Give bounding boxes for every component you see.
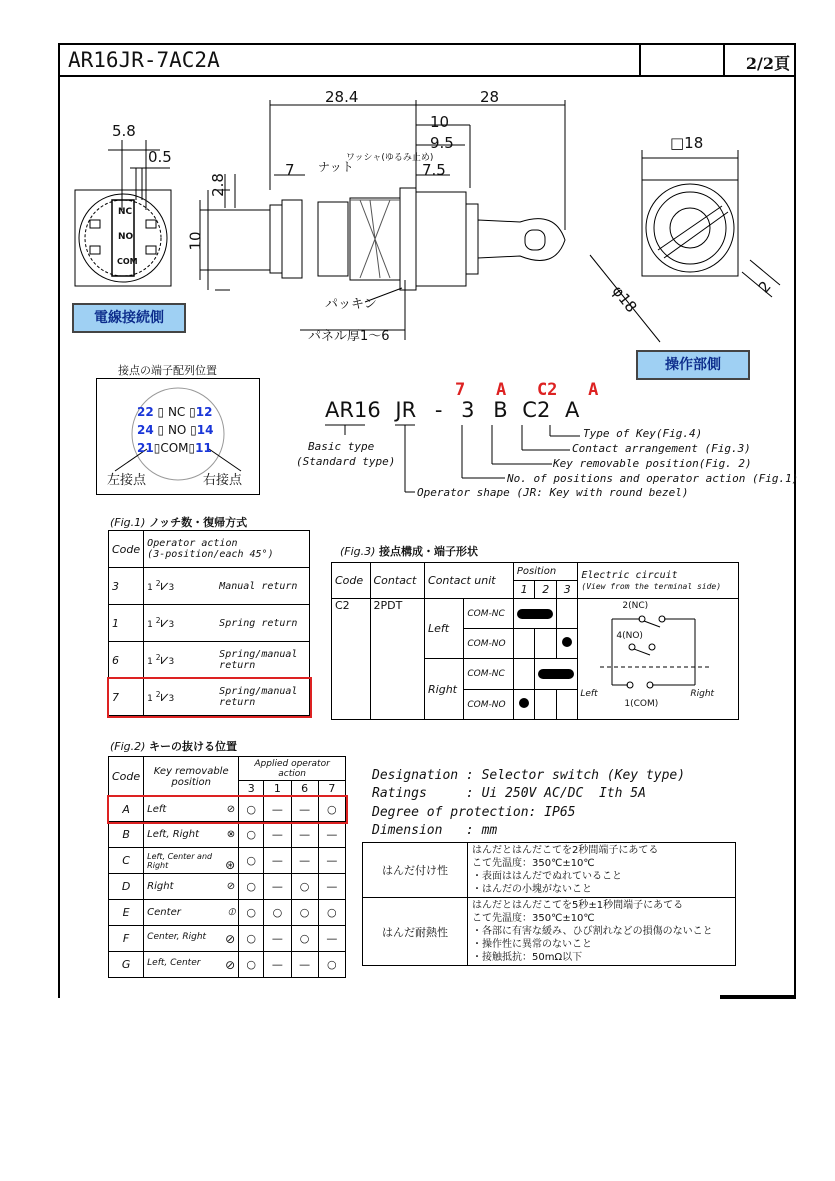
fig2-v: ○: [291, 874, 318, 900]
terminal-right-11: 11: [195, 441, 212, 455]
fig1-caption-en: (Fig.1): [110, 516, 146, 529]
part-number: [325, 398, 579, 422]
washer-label: ワッシャ(ゆるみ止め): [346, 153, 434, 163]
solder-name: はんだ耐熱性: [363, 898, 468, 966]
fig3-caption: [340, 543, 478, 559]
solder-line: ・操作性に異常のないこと: [472, 939, 592, 950]
fig3-head-circuit: [578, 563, 739, 599]
terminal-no: NO: [167, 423, 187, 437]
dim-5-8: 5.8: [112, 122, 136, 140]
dimension-drawing: [60, 80, 794, 380]
fig2-v: ○: [291, 926, 318, 952]
dim-28: 28: [480, 88, 500, 106]
dim-9-5: 9.5: [430, 134, 454, 152]
solder-line: ・表面ははんだでぬれていること: [472, 871, 622, 882]
fig2-code: G: [109, 952, 144, 978]
part-c2: C2: [522, 398, 551, 422]
panel-thickness-label: パネル厚1～6: [308, 329, 390, 344]
fig2-v: ○: [239, 874, 264, 900]
pos1: 1: [147, 620, 153, 630]
solder-line: ・はんだの小塊がないこと: [472, 884, 592, 895]
fig1-head-action2: (3-position/each 45°): [147, 549, 274, 560]
pos2: 2: [155, 579, 161, 588]
solder-row: [363, 898, 736, 966]
fig2-v: ○: [318, 952, 345, 978]
action-arrow-icon: ⩗: [160, 578, 169, 594]
keytype-label: Type of Key(Fig.4): [583, 427, 703, 440]
fig3-p1: 1: [513, 581, 535, 599]
fig2-pos: [144, 926, 239, 952]
part-ar16: AR16: [325, 398, 381, 422]
key-position-icon: ⊛: [225, 857, 236, 872]
fig2-v: —: [264, 822, 291, 848]
fig2-code: F: [109, 926, 144, 952]
spring-manual-arrow-icon: ⩗: [160, 689, 169, 705]
part-top-red: [455, 380, 598, 400]
fig2-pos: [144, 874, 239, 900]
solder-table: [362, 842, 736, 966]
left-contact-label: 左接点: [107, 473, 147, 488]
fig1-table: [108, 530, 310, 716]
fig2-v: ○: [318, 797, 345, 822]
fig3-bar: [535, 659, 578, 690]
fig2-caption-jp: キーの抜ける位置: [148, 740, 237, 753]
terminal-left-24: 24: [137, 423, 154, 437]
key-position-icon: ⊘: [226, 803, 236, 815]
fig2-row: [109, 848, 346, 874]
pos1: 1: [147, 657, 153, 667]
pos3: 3: [168, 694, 175, 704]
fig2-v: —: [291, 952, 318, 978]
circuit-left-label: Left: [580, 689, 598, 699]
fig2-v: ○: [239, 822, 264, 848]
dim-phi18: φ18: [608, 282, 641, 316]
spring-arrow-icon: ⩗: [160, 615, 169, 631]
fig2-v: —: [264, 797, 291, 822]
fig1-row: [109, 605, 310, 642]
circuit-right-label: Right: [690, 689, 715, 699]
terminal-left-22: 22: [137, 405, 154, 419]
dim-7: 7: [285, 161, 295, 179]
fig2-pos-text: Left, Right: [147, 829, 200, 840]
fig2-v: —: [318, 926, 345, 952]
fig1-head-action1: Operator action: [147, 538, 238, 549]
fig3-caption-en: (Fig.3): [340, 545, 376, 558]
key-position-icon: ⊘: [225, 931, 236, 946]
right-contact-label: 右接点: [203, 473, 243, 488]
key-position-icon: ⊘: [226, 881, 236, 892]
fig1-code: 6: [109, 642, 144, 679]
terminal-title: 接点の端子配列位置: [118, 364, 217, 377]
part-dash: -: [434, 398, 443, 422]
fig1-row-selected: [109, 679, 310, 716]
solder-line: はんだとはんだこてを5秒±1秒間端子にあてる: [472, 900, 684, 911]
fig3-head-unit: Contact unit: [425, 563, 514, 599]
fig2-v: —: [264, 874, 291, 900]
fig1-desc: Spring return: [216, 605, 309, 642]
pos2: 2: [155, 616, 161, 625]
fig3-p2: 2: [535, 581, 557, 599]
fig2-row-selected: [109, 797, 346, 822]
fig3-code: C2: [332, 599, 371, 720]
part-top-c2: C2: [536, 380, 558, 400]
solder-row: [363, 843, 736, 898]
fig2-v: ○: [239, 926, 264, 952]
fig3-dot: [557, 629, 578, 659]
rear-nc-label: NC: [118, 207, 133, 217]
fig2-row: [109, 952, 346, 978]
fig2-pos: [144, 848, 239, 874]
fig3-caption-jp: 接点構成・端子形状: [378, 545, 478, 558]
dim-10-side: 10: [186, 231, 205, 251]
fig1-row: [109, 642, 310, 679]
spring-manual-arrow-icon: ⩗: [160, 652, 169, 668]
fig2-head-applied: Applied operator action: [239, 757, 346, 781]
terminal-box: 22 ▯ NC ▯12 24 ▯ NO ▯14 21▯COM▯11 左接点 右接点: [96, 378, 260, 495]
fig2-row: [109, 822, 346, 848]
fig2-v: —: [318, 822, 345, 848]
fig3-left-com-no: COM-NO: [464, 629, 513, 659]
terminal-com: COM: [160, 441, 189, 455]
pos3: 3: [168, 583, 175, 593]
fig1-head-action: [144, 531, 310, 568]
spec-ratings: Ratings : Ui 250V AC/DC Ith 5A: [372, 786, 646, 801]
terminal-right-12: 12: [195, 405, 213, 419]
fig2-v: ○: [239, 848, 264, 874]
terminal-nc: NC: [167, 405, 186, 419]
fig2-caption-en: (Fig.2): [110, 740, 146, 753]
fig2-pos-text: Left, Center and Right: [147, 851, 213, 870]
pos3: 3: [168, 620, 175, 630]
fig1-row: [109, 568, 310, 605]
fig2-code: B: [109, 822, 144, 848]
fig3-head-circuit1: Electric circuit: [581, 569, 678, 581]
fig2-col: 7: [318, 781, 345, 797]
key-position-icon: ⦶: [227, 907, 236, 918]
pos2: 2: [155, 690, 161, 699]
fig2-v: ○: [264, 900, 291, 926]
fig1-desc: Spring/manual return: [216, 642, 309, 679]
fig2-pos: [144, 822, 239, 848]
fig2-code: E: [109, 900, 144, 926]
circuit-no-label: 4(NO): [616, 631, 643, 641]
terminal-right-14: 14: [196, 423, 214, 437]
solder-conditions: [468, 843, 736, 898]
document-title: AR16JR-7AC2A: [68, 48, 220, 72]
fig2-pos-text: Left: [147, 803, 167, 815]
pos3: 3: [168, 657, 175, 667]
fig2-table: [108, 756, 346, 978]
fig2-v: —: [264, 926, 291, 952]
pos2: 2: [155, 653, 161, 662]
fig2-row: [109, 900, 346, 926]
part-top-a: A: [495, 380, 507, 400]
dim-2: 2: [754, 277, 775, 297]
fig1-code: 1: [109, 605, 144, 642]
fig3-right: Right: [425, 659, 464, 720]
fig2-v: —: [264, 848, 291, 874]
part-3: 3: [461, 398, 475, 422]
key-position-icon: ⊗: [226, 829, 236, 840]
circuit-nc-label: 2(NC): [622, 601, 649, 611]
fig2-col: 1: [264, 781, 291, 797]
fig1-caption: [110, 514, 247, 530]
part-b: B: [493, 398, 508, 422]
dim-sq18: □18: [670, 134, 704, 152]
spec-designation: Designation : Selector switch (Key type): [372, 767, 686, 783]
fig2-v: ○: [239, 797, 264, 822]
fig2-col: 3: [239, 781, 264, 797]
dim-7-5: 7.5: [422, 161, 446, 179]
fig2-pos-text: Right: [147, 881, 174, 892]
key-position-icon: ⊘: [225, 957, 236, 972]
dim-2-8: 2.8: [208, 173, 227, 197]
dim-10: 10: [430, 113, 450, 131]
spec-dimension: Dimension : mm: [372, 823, 498, 838]
part-top-a2: A: [588, 380, 599, 400]
fig2-code: C: [109, 848, 144, 874]
fig2-pos-text: Left, Center: [147, 957, 201, 968]
frame-corner-mark: [720, 995, 796, 999]
operation-side-label: 操作部側: [636, 350, 750, 380]
fig2-v: —: [318, 874, 345, 900]
fig3-left-com-nc: COM-NC: [464, 599, 513, 629]
contact-arrangement-label: Contact arrangement (Fig.3): [572, 442, 751, 455]
fig2-v: ○: [318, 900, 345, 926]
solder-line: はんだとはんだこてを2秒間端子にあてる: [472, 845, 659, 856]
fig1-code: 3: [109, 568, 144, 605]
fig2-code: A: [109, 797, 144, 822]
solder-line: ・接触抵抗：50mΩ以下: [472, 952, 583, 963]
fig1-symbol: [144, 605, 217, 642]
fig2-pos-text: Center, Right: [147, 931, 207, 942]
solder-name: はんだ付け性: [363, 843, 468, 898]
pos1: 1: [147, 583, 153, 593]
fig1-head-code: Code: [109, 531, 144, 568]
fig3-p3: 3: [557, 581, 578, 599]
fig2-v: —: [291, 797, 318, 822]
fig2-pos-text: Center: [147, 907, 181, 918]
fig3-head-code: Code: [332, 563, 371, 599]
fig1-symbol: [144, 568, 217, 605]
fig2-code: D: [109, 874, 144, 900]
fig3-dot: [513, 690, 535, 720]
fig2-pos: [144, 900, 239, 926]
terminal-left-21: 21: [137, 441, 154, 455]
solder-line: こて先温度：350℃±10℃: [472, 913, 595, 924]
removable-label: Key removable position(Fig. 2): [553, 457, 752, 470]
operator-shape-label: Operator shape (JR: Key with round bezel): [417, 486, 689, 499]
spec-protection: Degree of protection: IP65: [372, 804, 576, 820]
fig2-pos: [144, 952, 239, 978]
pos1: 1: [147, 694, 153, 704]
fig3-head-contact: Contact: [370, 563, 425, 599]
fig1-desc: Spring/manual return: [216, 679, 309, 716]
fig2-v: ○: [239, 900, 264, 926]
fig2-row: [109, 926, 346, 952]
fig3-head-circuit2: (View from the terminal side): [581, 581, 722, 591]
basic-type-label: Basic type: [308, 440, 375, 453]
fig3-circuit: [578, 599, 739, 720]
fig2-caption: [110, 738, 237, 754]
fig3-table: [331, 562, 739, 720]
fig2-v: —: [291, 848, 318, 874]
fig2-v: —: [264, 952, 291, 978]
fig2-v: —: [318, 848, 345, 874]
fig2-v: —: [291, 822, 318, 848]
fig1-caption-jp: ノッチ数・復帰方式: [148, 516, 248, 529]
part-top-7: 7: [455, 380, 466, 400]
fig3-head-position: Position: [513, 563, 578, 581]
fig2-head-key: Key removable position: [144, 757, 239, 797]
fig2-v: ○: [239, 952, 264, 978]
fig2-head-code: Code: [109, 757, 144, 797]
fig2-row: [109, 874, 346, 900]
packing-label: パッキン: [325, 297, 377, 312]
page-number: 2/2頁: [745, 54, 790, 73]
wiring-side-label: 電線接続側: [72, 303, 186, 333]
dim-0-5: 0.5: [148, 148, 172, 166]
standard-type-label: (Standard type): [296, 455, 396, 468]
rear-com-label: COM: [117, 257, 138, 266]
dim-28-4: 28.4: [325, 88, 359, 106]
fig3-bar: [513, 599, 556, 629]
fig1-symbol: [144, 642, 217, 679]
fig1-code: 7: [109, 679, 144, 716]
fig2-col: 6: [291, 781, 318, 797]
solder-line: こて先温度：350℃±10℃: [472, 858, 595, 869]
fig2-v: ○: [291, 900, 318, 926]
fig1-symbol: [144, 679, 217, 716]
fig3-right-com-nc: COM-NC: [464, 659, 513, 690]
nut-label: ナット: [318, 160, 354, 174]
part-a: A: [565, 398, 580, 422]
rear-no-label: NO: [118, 232, 134, 242]
solder-conditions: [468, 898, 736, 966]
part-jr: JR: [395, 398, 417, 422]
fig3-right-com-no: COM-NO: [464, 690, 513, 720]
fig2-pos: [144, 797, 239, 822]
positions-label: No. of positions and operator action (Fig.1): [507, 472, 799, 485]
solder-line: ・各部に有害な緩み、ひび割れなどの損傷のないこと: [472, 926, 713, 937]
circuit-com-label: 1(COM): [624, 699, 659, 709]
fig3-left: Left: [425, 599, 464, 659]
fig3-contact: 2PDT: [370, 599, 425, 720]
fig1-desc: Manual return: [216, 568, 309, 605]
